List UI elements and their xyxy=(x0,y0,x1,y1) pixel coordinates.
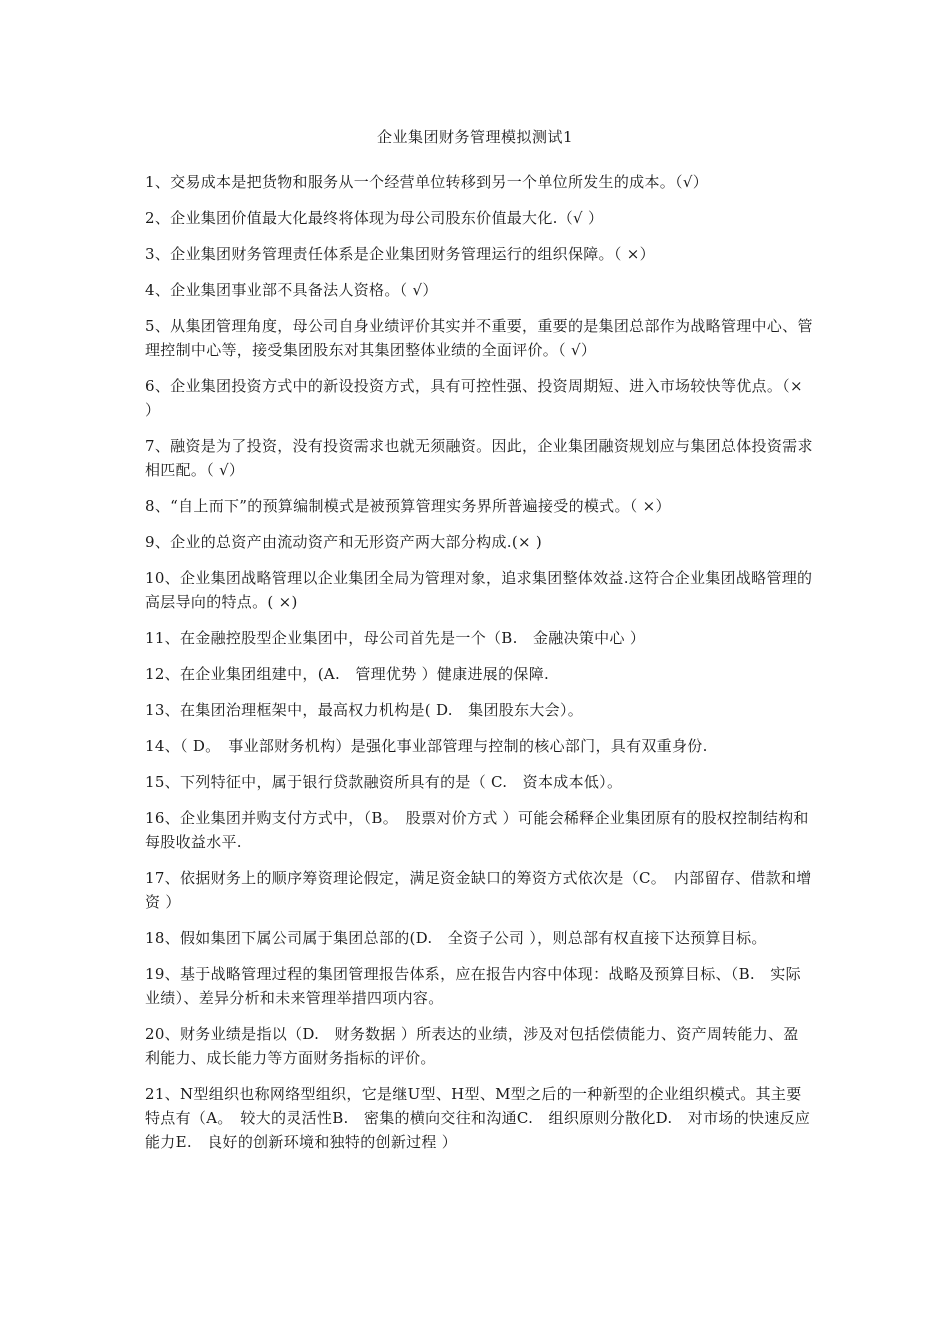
question-item: 15、下列特征中，属于银行贷款融资所具有的是（ C. 资本成本低）。 xyxy=(145,773,623,791)
question-item: 17、依据财务上的顺序筹资理论假定，满足资金缺口的筹资方式依次是（C。 内部留存、借款和增资 ） xyxy=(145,869,812,911)
question-item: 10、企业集团战略管理以企业集团全局为管理对象，追求集团整体效益.这符合企业集团战略管理的高层导向的特点。( ×) xyxy=(145,569,813,611)
question-item: 4、企业集团事业部不具备法人资格。（ √） xyxy=(145,281,438,299)
question-item: 1、交易成本是把货物和服务从一个经营单位转移到另一个单位所发生的成本。（√） xyxy=(145,173,709,191)
question-item: 5、从集团管理角度，母公司自身业绩评价其实并不重要，重要的是集团总部作为战略管理中心、管理控制中心等，接受集团股东对其集团整体业绩的全面评价。（ √） xyxy=(145,317,813,359)
question-item: 12、在企业集团组建中，(A. 管理优势 ）健康进展的保障. xyxy=(145,665,550,683)
question-item: 14、（ D。 事业部财务机构）是强化事业部管理与控制的核心部门，具有双重身份. xyxy=(145,737,708,755)
question-item: 21、N型组织也称网络型组织，它是继U型、H型、M型之后的一种新型的企业组织模式。其主要特点有（A。 较大的灵活性B. 密集的横向交往和沟通C. 组织原则分散化D. 对市场的快速反应能力E. 良好的创新环境和独特的创新过程 ） xyxy=(145,1085,811,1151)
question-list xyxy=(145,170,813,1166)
question-item: 3、企业集团财务管理责任体系是企业集团财务管理运行的组织保障。（ ×） xyxy=(145,245,655,263)
question-item: 13、在集团治理框架中，最高权力机构是( D. 集团股东大会）。 xyxy=(145,701,584,719)
question-item: 7、融资是为了投资，没有投资需求也就无须融资。因此，企业集团融资规划应与集团总体投资需求相匹配。（ √） xyxy=(145,437,813,479)
question-item: 20、财务业绩是指以（D. 财务数据 ）所表达的业绩，涉及对包括偿债能力、资产周转能力、盈利能力、成长能力等方面财务指标的评价。 xyxy=(145,1025,799,1067)
question-item: 6、企业集团投资方式中的新设投资方式，具有可控性强、投资周期短、进入市场较快等优点。（× ） xyxy=(145,377,803,419)
document-title: 企业集团财务管理模拟测试1 xyxy=(376,128,574,146)
question-item: 11、在金融控股型企业集团中，母公司首先是一个（B. 金融决策中心 ） xyxy=(145,629,646,647)
question-item: 8、“自上而下”的预算编制模式是被预算管理实务界所普遍接受的模式。（ ×） xyxy=(145,497,671,515)
question-item: 9、企业的总资产由流动资产和无形资产两大部分构成.(× ) xyxy=(145,533,543,551)
question-item: 19、基于战略管理过程的集团管理报告体系，应在报告内容中体现：战略及预算目标、（B. 实际业绩）、差异分析和未来管理举措四项内容。 xyxy=(145,965,801,1007)
question-item: 16、企业集团并购支付方式中，（B。 股票对价方式 ）可能会稀释企业集团原有的股权控制结构和每股收益水平. xyxy=(145,809,809,851)
question-item: 2、企业集团价值最大化最终将体现为母公司股东价值最大化.（√ ） xyxy=(145,209,604,227)
question-item: 18、假如集团下属公司属于集团总部的(D. 全资子公司 ），则总部有权直接下达预算目标。 xyxy=(145,929,767,947)
